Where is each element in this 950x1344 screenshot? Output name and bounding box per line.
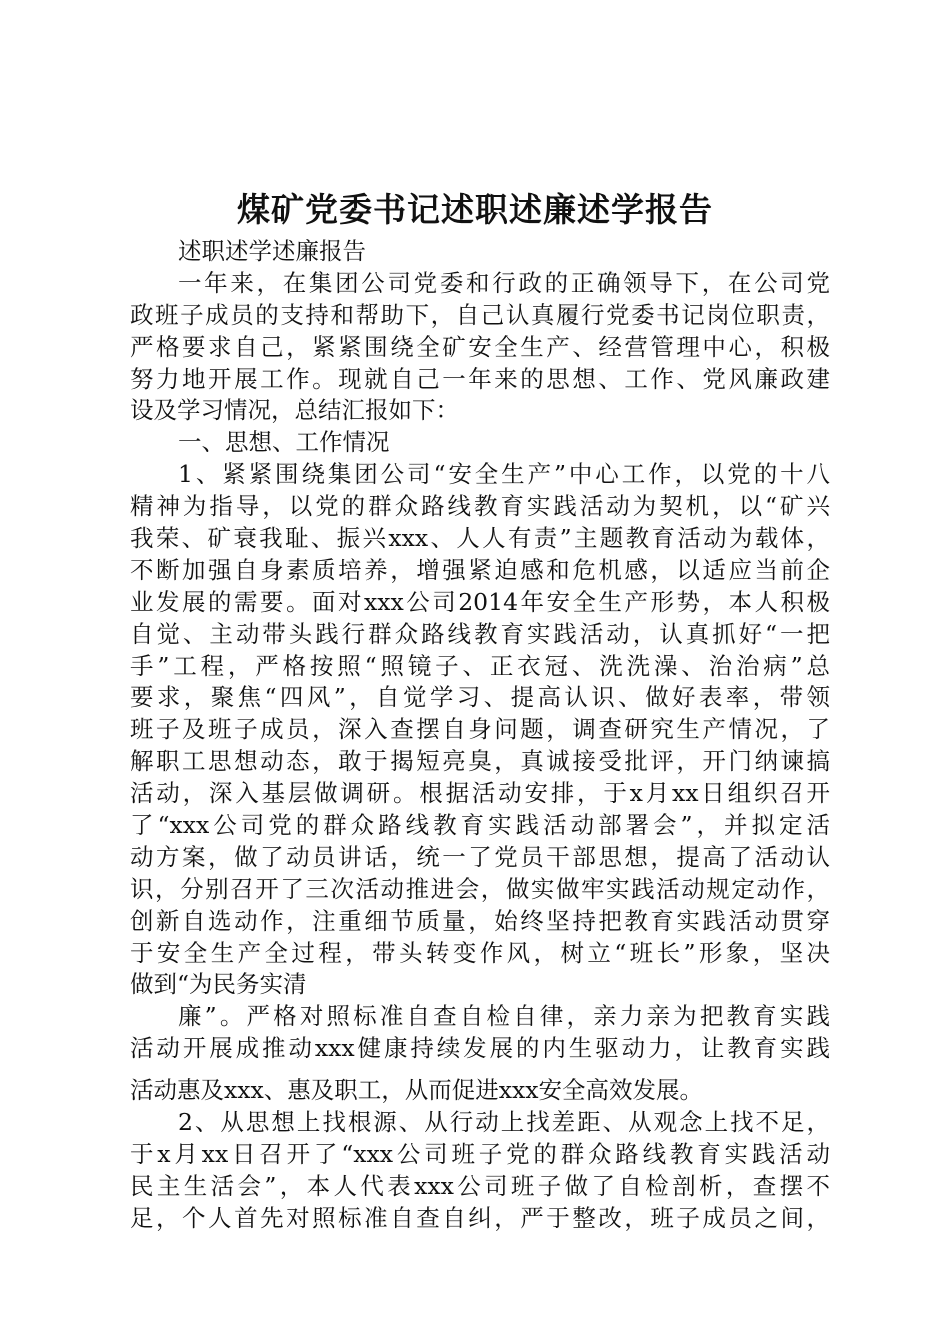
text-line: 做到“为民务实清	[130, 970, 307, 999]
text-line: 活动惠及xxx、惠及职工，从而促进xxx安全高效发展。	[130, 1076, 704, 1105]
text-line: 设及学习情况，总结汇报如下：	[130, 396, 459, 425]
text-line: 一年来，在集团公司党委和行政的正确领导下，在公司党	[178, 268, 830, 297]
text-line: 努力地开展工作。现就自己一年来的思想、工作、党风廉政建	[130, 364, 830, 393]
text-line: 1、紧紧围绕集团公司“安全生产”中心工作，以党的十八	[178, 460, 830, 489]
document-title: 煤矿党委书记述职述廉述学报告	[237, 190, 713, 229]
text-line: 活动，深入基层做调研。根据活动安排，于x月xx日组织召开	[130, 779, 830, 808]
text-line: 活动开展成推动xxx健康持续发展的内生驱动力，让教育实践	[130, 1034, 830, 1063]
text-line: 廉”。严格对照标准自查自检自律，亲力亲为把教育实践	[178, 1002, 830, 1031]
text-line: 识，分别召开了三次活动推进会，做实做牢实践活动规定动作，	[130, 874, 830, 903]
text-line: 不断加强自身素质培养，增强紧迫感和危机感，以适应当前企	[130, 555, 830, 584]
text-line: 严格要求自己，紧紧围绕全矿安全生产、经营管理中心，积极	[130, 332, 830, 361]
text-line: 于安全生产全过程，带头转变作风，树立“班长”形象，坚决	[130, 938, 830, 967]
text-line: 了“xxx公司党的群众路线教育实践活动部署会”，并拟定活	[130, 811, 830, 840]
text-line: 业发展的需要。面对xxx公司2014年安全生产形势，本人积极	[130, 587, 830, 616]
document-body	[130, 236, 830, 1235]
text-line: 精神为指导，以党的群众路线教育实践活动为契机，以“矿兴	[130, 492, 830, 521]
text-line: 政班子成员的支持和帮助下，自己认真履行党委书记岗位职责，	[130, 300, 830, 329]
text-line: 述职述学述廉报告	[178, 237, 366, 265]
text-line: 解职工思想动态，敢于揭短亮臭，真诚接受批评，开门纳谏搞	[130, 747, 830, 776]
text-line: 一、思想、工作情况	[178, 428, 390, 457]
text-line: 足，个人首先对照标准自查自纠，严于整改，班子成员之间，	[130, 1203, 830, 1232]
text-line: 2、从思想上找根源、从行动上找差距、从观念上找不足，	[178, 1108, 830, 1137]
text-line: 创新自选动作，注重细节质量，始终坚持把教育实践活动贯穿	[130, 906, 830, 935]
text-line: 自觉、主动带头践行群众路线教育实践活动，认真抓好“一把	[130, 619, 830, 648]
text-line: 手”工程，严格按照“照镜子、正衣冠、洗洗澡、治治病”总	[130, 651, 830, 680]
paragraph-gap	[130, 1065, 830, 1075]
text-line: 民主生活会”，本人代表xxx公司班子做了自检剖析，查摆不	[130, 1171, 830, 1200]
text-line: 班子及班子成员，深入查摆自身问题，调查研究生产情况，了	[130, 715, 830, 744]
text-line: 我荣、矿衰我耻、振兴xxx、人人有责”主题教育活动为载体，	[130, 524, 830, 553]
text-line: 动方案，做了动员讲话，统一了党员干部思想，提高了活动认	[130, 842, 830, 871]
text-line: 要求，聚焦“四风”，自觉学习、提高认识、做好表率，带领	[130, 683, 830, 712]
text-line: 于x月xx日召开了“xxx公司班子党的群众路线教育实践活动	[130, 1139, 830, 1168]
